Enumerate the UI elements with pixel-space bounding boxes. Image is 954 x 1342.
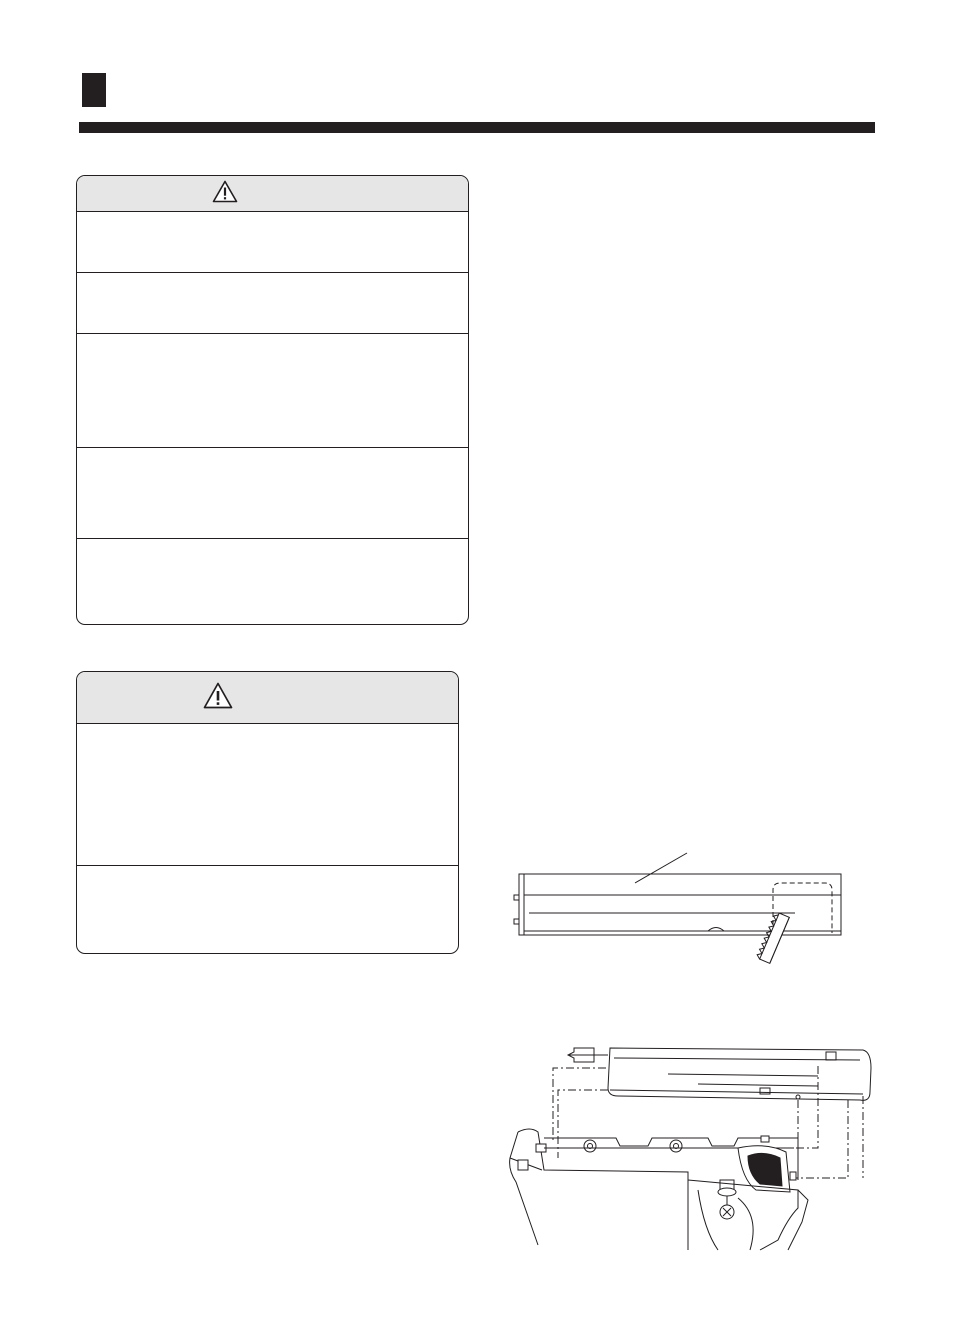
assembly-exploded-figure bbox=[498, 1040, 883, 1260]
caution-box-1-row-5 bbox=[77, 539, 468, 624]
caution-box-1-row-3 bbox=[77, 334, 468, 448]
caution-box-2 bbox=[76, 671, 459, 954]
caution-box-1-row-4 bbox=[77, 448, 468, 539]
caution-box-1-row-2 bbox=[77, 273, 468, 334]
caution-box-1-row-1 bbox=[77, 212, 468, 273]
warning-triangle-icon bbox=[203, 682, 233, 714]
section-marker bbox=[82, 73, 106, 107]
header-rule bbox=[79, 122, 875, 133]
caution-box-2-header bbox=[77, 672, 458, 724]
panel-cutting-figure bbox=[505, 845, 850, 970]
caution-box-2-row-1 bbox=[77, 724, 458, 866]
warning-triangle-icon bbox=[212, 180, 238, 208]
caution-box-2-row-2 bbox=[77, 866, 458, 952]
caution-box-1-header bbox=[77, 176, 468, 212]
caution-box-1 bbox=[76, 175, 469, 625]
